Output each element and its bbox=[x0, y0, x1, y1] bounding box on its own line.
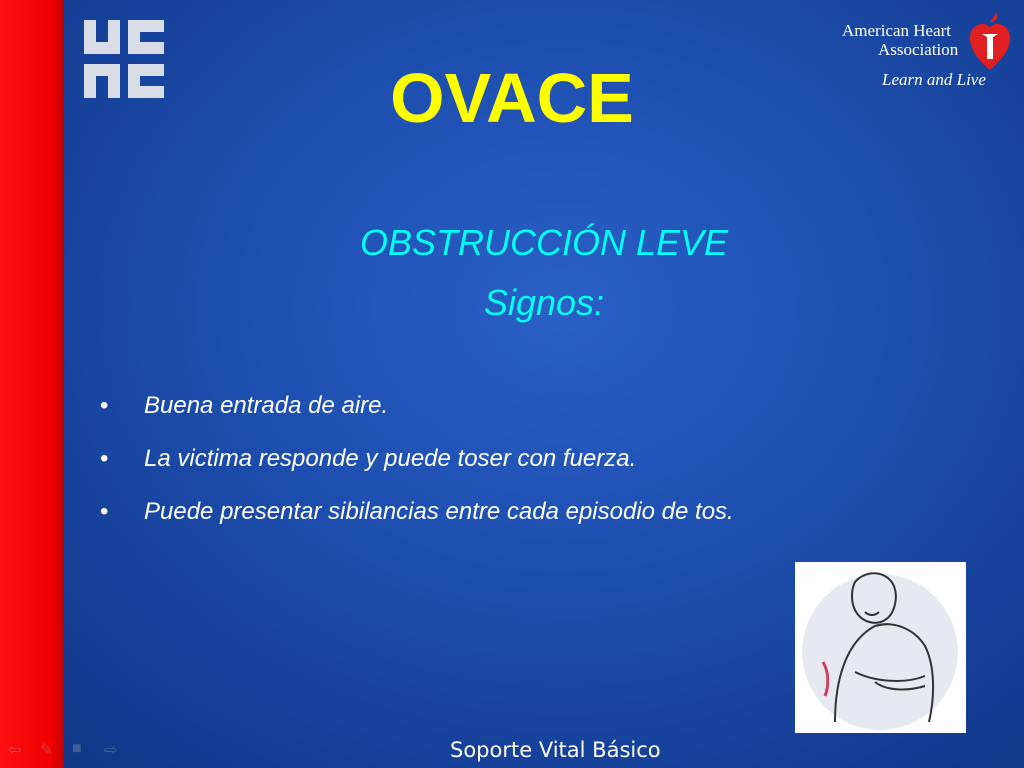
slide-subtitle: OBSTRUCCIÓN LEVE bbox=[359, 222, 729, 263]
bullet-list bbox=[100, 392, 734, 551]
slide-subtitle-signs: Signos: bbox=[483, 282, 605, 323]
choking-illustration bbox=[795, 562, 966, 733]
menu-icon[interactable]: ■ bbox=[72, 740, 82, 757]
pen-icon[interactable]: ✎ bbox=[40, 742, 54, 759]
next-slide-icon[interactable]: ⇨ bbox=[104, 742, 118, 759]
previous-slide-icon[interactable]: ⇦ bbox=[8, 742, 22, 759]
list-item: • Buena entrada de aire. bbox=[100, 392, 389, 419]
slide-footer: Soporte Vital Básico bbox=[450, 738, 661, 762]
list-item: • La victima responde y puede toser con fuerza. bbox=[100, 445, 637, 472]
slide-title: OVACE bbox=[390, 59, 634, 137]
list-item: • Puede presentar sibilancias entre cada episodio de tos. bbox=[100, 498, 734, 525]
aha-logo: American Heart Association Learn and Live bbox=[842, 22, 1012, 92]
